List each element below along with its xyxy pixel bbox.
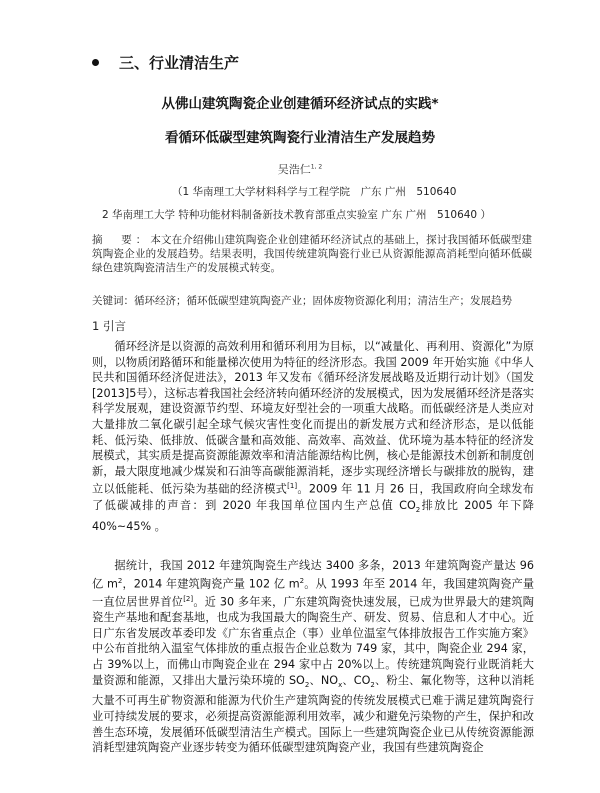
para2-text-c: 。从 1993 年至 2014 年，我国建筑陶瓷产量一直位居世界首位 — [92, 577, 535, 609]
body-paragraph-1 — [92, 339, 534, 534]
bullet-icon — [92, 59, 99, 66]
keywords — [92, 293, 532, 308]
keywords-text: 循环经济；循环低碳型建筑陶瓷产业；固体废物资源化利用；清洁生产；发展趋势 — [134, 295, 512, 307]
abstract — [92, 233, 532, 275]
affiliation-1: （1 华南理工大学材料科学与工程学院 广东 广州 510640 — [172, 186, 457, 198]
abstract-label: 摘 要： — [92, 234, 151, 246]
m2-superscript-1: 2 — [117, 576, 123, 585]
para1-text-b: 。2009 年 11 月 26 日，我国政府向全球发布了低碳减排的声音：到 2020 年我国单位国内生产总值 CO — [92, 483, 534, 512]
para2-text-e: 、NO — [309, 673, 339, 687]
nox-subscript: x — [338, 680, 343, 689]
section-title: 三、行业清洁生产 — [119, 54, 240, 72]
body-paragraph-2 — [92, 558, 534, 756]
para2-text-d: 。近 30 多年来，广东建筑陶瓷快速发展，已成为世界最大的建筑陶瓷生产基地和配套基地，也成为我国最大的陶瓷生产、研发、贸易、信息和人才中心。近日广东省发展改革委印发《广东省重点企（事）业单位温室气体排放报告工作实施方案》中公布首批纳入温室气体排放的重点报告企业总数为 749 家，其中，陶瓷企业 294 家，占 39%以上，而佛山市陶瓷企业在 294 家中占 20%以上。传统建筑陶瓷行业既消耗大量资源和能源，又排出大量污染环境的 SO — [92, 595, 534, 687]
citation-2: [2] — [183, 594, 194, 603]
author-line — [0, 161, 600, 177]
section-heading — [92, 52, 239, 73]
so2-subscript: 2 — [304, 680, 310, 689]
author-affiliation-marks: 1, 2 — [310, 163, 323, 171]
abstract-text: 本文在介绍佛山建筑陶瓷企业创建循环经济试点的基础上，探讨我国循环低碳型建筑陶瓷企业的发展趋势。结果表明，我国传统建筑陶瓷行业已从资源能源高消耗型向循环低碳绿色建筑陶瓷清洁生产的发展模式转变。 — [92, 234, 533, 274]
m2-superscript-2: 2 — [299, 576, 305, 585]
affiliation-2: 2 华南理工大学 特种功能材料制备新技术教育部重点实验室 广东 广州 510640 ） — [102, 209, 491, 221]
para2-text-g: 、粉尘、氟化物等，这种以消耗大量不可再生矿物资源和能源为代价生产建筑陶瓷的传统发展模式已难于满足建筑陶瓷行业可持续发展的要求，必须提高资源能源利用效率，减少和避免污染物的产生，保护和改善生态环境，发展循环低碳型清洁生产模式。国际上一些建筑陶瓷企业已从传统资源能源消耗型建筑陶瓷产业逐步转变为循环低碳型建筑陶瓷产业，我国有些建筑陶瓷企 — [92, 673, 534, 755]
para2-text-b: ，2014 年建筑陶瓷产量 102 亿 m — [122, 577, 300, 591]
keywords-label: 关键词： — [92, 295, 134, 307]
para2-text-a: 据统计，我国 2012 年建筑陶瓷生产线达 3400 多条，2013 年建筑陶瓷产量达 96 亿 m — [92, 559, 534, 591]
para1-text-a: 循环经济是以资源的高效利用和循环利用为目标，以“减量化、再利用、资源化”为原则，以物质闭路循环和能量梯次使用为特征的经济形态。我国 2009 年开始实施《中华人民共和国循环经济促进法》，2013 年又发布《循环经济发展战略及近期行动计划》（国发[2013]5号），这标志着我国社会经济转向循环经济的发展模式，因为发展循环经济是落实科学发展观，建设资源节约型、环境友好型社会的一项重大战略。而低碳经济是人类应对大量排放二氧化碳引起全球气候灾害性变化而提出的新发展方式和经济形态，是以低能耗、低污染、低排放、低碳含量和高效能、高效率、高效益、优环境为基本特征的经济发展模式，其实质是提高资源能源效率和清洁能源结构比例，核心是能源技术创新和制度创新，最大限度地减少煤炭和石油等高碳能源消耗，逐步实现经济增长与碳排放的脱钩，建立以低能耗、低污染为基础的经济模式 — [92, 340, 534, 497]
citation-1: [1] — [287, 482, 298, 491]
heading-introduction: 1 引言 — [92, 319, 126, 333]
author-name: 吴浩仁 — [277, 163, 311, 176]
paper-title-line2: 看循环低碳型建筑陶瓷行业清洁生产发展趋势 — [165, 130, 435, 146]
para1-text-c: 排放比 2005 年下降 40%~45% 。 — [92, 498, 534, 533]
co2-subscript-2: 2 — [370, 680, 375, 689]
para2-text-f: 、CO — [342, 673, 371, 687]
paper-title-line1: 从佛山建筑陶瓷企业创建循环经济试点的实践* — [161, 96, 439, 112]
co2-subscript: 2 — [415, 505, 421, 514]
